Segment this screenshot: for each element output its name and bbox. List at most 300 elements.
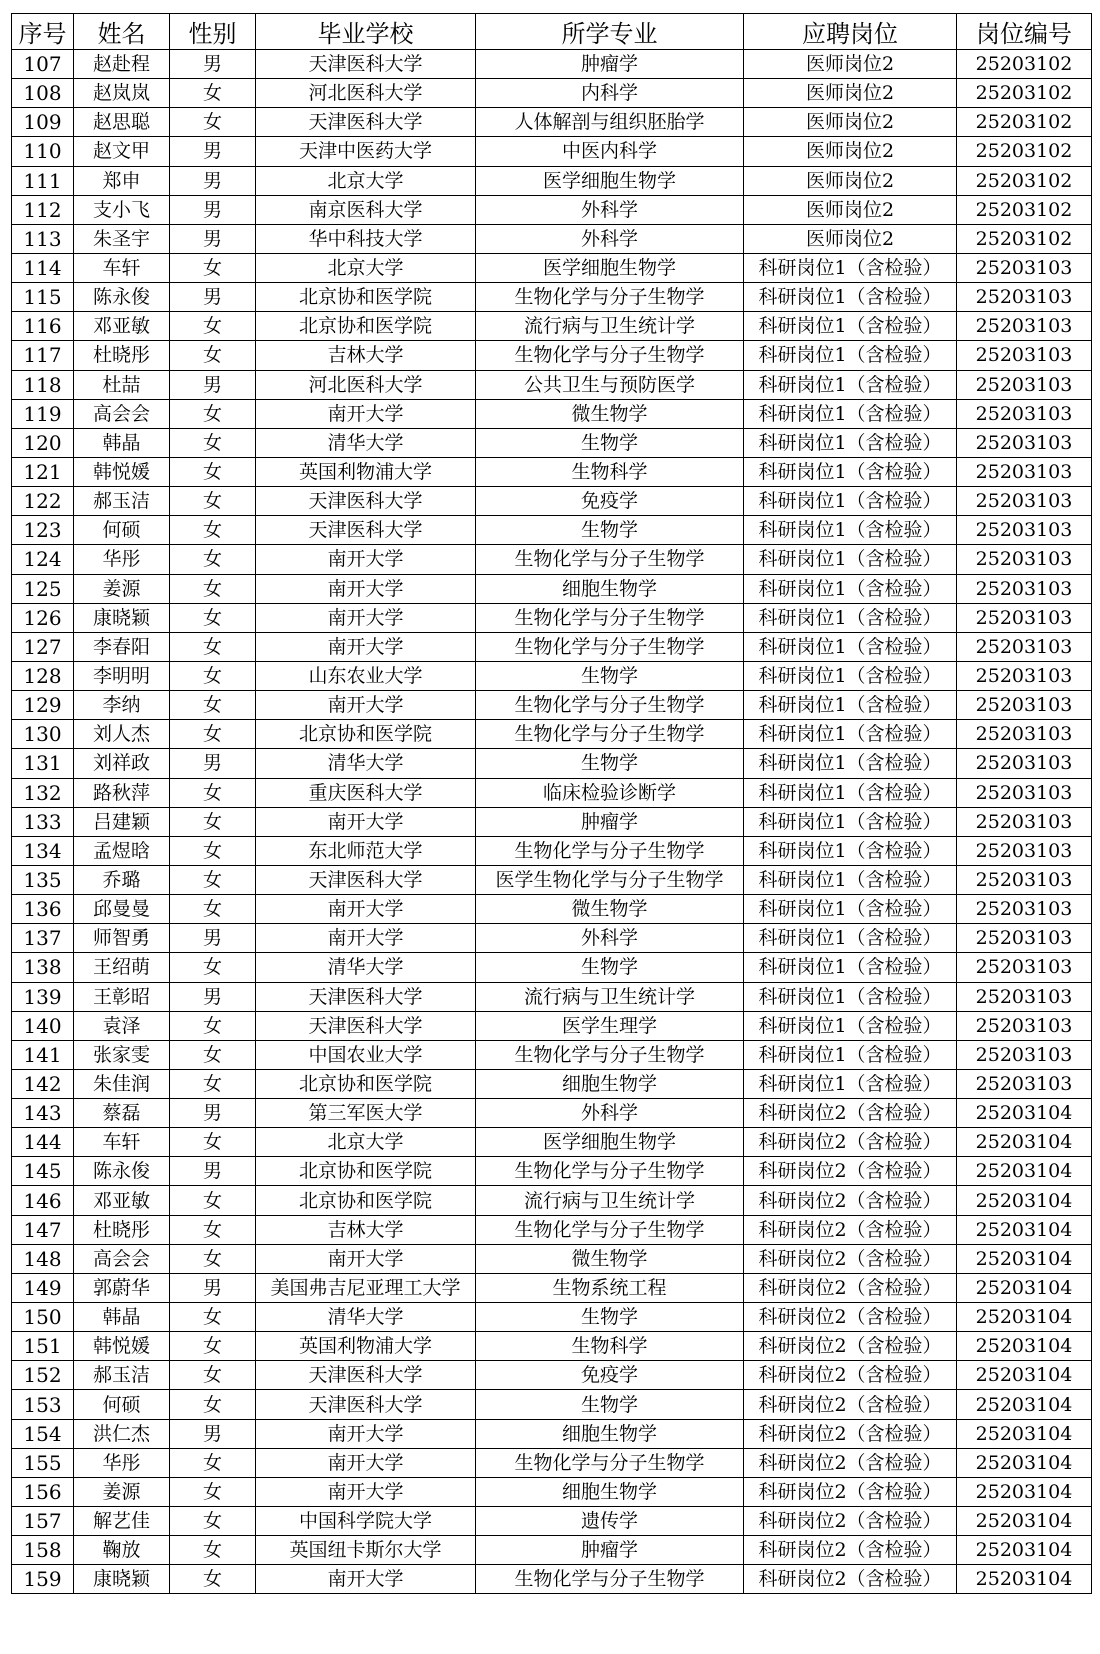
cell-index: 153 <box>12 1390 74 1419</box>
cell-name: 华彤 <box>74 1448 170 1477</box>
cell-gender: 女 <box>170 953 256 982</box>
cell-position: 科研岗位1（含检验） <box>744 778 957 807</box>
table-body <box>12 50 1092 1594</box>
cell-name: 支小飞 <box>74 195 170 224</box>
cell-major: 外科学 <box>476 195 744 224</box>
cell-position-code: 25203103 <box>957 1011 1092 1040</box>
cell-index: 151 <box>12 1332 74 1361</box>
cell-gender: 女 <box>170 1390 256 1419</box>
cell-position: 医师岗位2 <box>744 224 957 253</box>
cell-major: 生物学 <box>476 516 744 545</box>
cell-name: 吕建颖 <box>74 807 170 836</box>
cell-position: 医师岗位2 <box>744 108 957 137</box>
cell-major: 生物化学与分子生物学 <box>476 1040 744 1069</box>
cell-major: 公共卫生与预防医学 <box>476 370 744 399</box>
cell-gender: 女 <box>170 1361 256 1390</box>
cell-index: 114 <box>12 253 74 282</box>
cell-name: 华彤 <box>74 545 170 574</box>
cell-position-code: 25203103 <box>957 982 1092 1011</box>
table-row <box>12 982 1092 1011</box>
cell-position-code: 25203103 <box>957 720 1092 749</box>
cell-school: 北京协和医学院 <box>256 312 476 341</box>
cell-position-code: 25203103 <box>957 399 1092 428</box>
cell-position-code: 25203103 <box>957 283 1092 312</box>
cell-position-code: 25203103 <box>957 370 1092 399</box>
cell-major: 临床检验诊断学 <box>476 778 744 807</box>
cell-major: 肿瘤学 <box>476 50 744 79</box>
table-row <box>12 224 1092 253</box>
table-row <box>12 1565 1092 1594</box>
cell-index: 108 <box>12 79 74 108</box>
table-row <box>12 836 1092 865</box>
cell-gender: 女 <box>170 865 256 894</box>
cell-school: 东北师范大学 <box>256 836 476 865</box>
cell-position: 科研岗位2（含检验） <box>744 1448 957 1477</box>
cell-school: 清华大学 <box>256 953 476 982</box>
cell-major: 免疫学 <box>476 487 744 516</box>
cell-position: 科研岗位2（含检验） <box>744 1303 957 1332</box>
cell-name: 韩悦媛 <box>74 1332 170 1361</box>
cell-index: 111 <box>12 166 74 195</box>
cell-position: 科研岗位1（含检验） <box>744 253 957 282</box>
cell-name: 刘人杰 <box>74 720 170 749</box>
table-row <box>12 691 1092 720</box>
cell-gender: 女 <box>170 1244 256 1273</box>
cell-position: 医师岗位2 <box>744 137 957 166</box>
cell-school: 北京协和医学院 <box>256 720 476 749</box>
cell-gender: 女 <box>170 603 256 632</box>
cell-major: 生物化学与分子生物学 <box>476 836 744 865</box>
cell-position-code: 25203103 <box>957 691 1092 720</box>
cell-position-code: 25203103 <box>957 574 1092 603</box>
cell-gender: 男 <box>170 1157 256 1186</box>
cell-position-code: 25203103 <box>957 457 1092 486</box>
cell-gender: 女 <box>170 487 256 516</box>
cell-position-code: 25203104 <box>957 1477 1092 1506</box>
cell-index: 129 <box>12 691 74 720</box>
cell-name: 刘祥政 <box>74 749 170 778</box>
cell-gender: 男 <box>170 166 256 195</box>
cell-index: 126 <box>12 603 74 632</box>
table-row <box>12 953 1092 982</box>
cell-school: 英国纽卡斯尔大学 <box>256 1536 476 1565</box>
cell-position-code: 25203103 <box>957 516 1092 545</box>
cell-major: 生物化学与分子生物学 <box>476 632 744 661</box>
cell-position-code: 25203104 <box>957 1448 1092 1477</box>
cell-position: 科研岗位2（含检验） <box>744 1536 957 1565</box>
cell-major: 细胞生物学 <box>476 1477 744 1506</box>
cell-name: 洪仁杰 <box>74 1419 170 1448</box>
cell-index: 143 <box>12 1099 74 1128</box>
cell-name: 朱佳润 <box>74 1069 170 1098</box>
cell-position-code: 25203103 <box>957 953 1092 982</box>
table-row <box>12 1040 1092 1069</box>
table-row <box>12 895 1092 924</box>
cell-major: 医学生理学 <box>476 1011 744 1040</box>
cell-position: 科研岗位1（含检验） <box>744 982 957 1011</box>
cell-major: 外科学 <box>476 224 744 253</box>
cell-major: 外科学 <box>476 1099 744 1128</box>
table-row <box>12 1507 1092 1536</box>
cell-gender: 男 <box>170 982 256 1011</box>
table-row <box>12 487 1092 516</box>
cell-gender: 女 <box>170 428 256 457</box>
cell-position-code: 25203104 <box>957 1332 1092 1361</box>
cell-position: 科研岗位2（含检验） <box>744 1186 957 1215</box>
cell-school: 南开大学 <box>256 632 476 661</box>
cell-gender: 女 <box>170 574 256 603</box>
cell-major: 内科学 <box>476 79 744 108</box>
cell-position-code: 25203102 <box>957 195 1092 224</box>
cell-index: 148 <box>12 1244 74 1273</box>
cell-school: 南开大学 <box>256 545 476 574</box>
cell-school: 天津中医药大学 <box>256 137 476 166</box>
cell-name: 路秋萍 <box>74 778 170 807</box>
cell-school: 天津医科大学 <box>256 108 476 137</box>
cell-index: 107 <box>12 50 74 79</box>
cell-position: 科研岗位1（含检验） <box>744 1040 957 1069</box>
cell-position-code: 25203104 <box>957 1507 1092 1536</box>
cell-name: 解艺佳 <box>74 1507 170 1536</box>
cell-major: 微生物学 <box>476 399 744 428</box>
cell-major: 肿瘤学 <box>476 1536 744 1565</box>
table-row <box>12 1536 1092 1565</box>
cell-school: 南开大学 <box>256 691 476 720</box>
cell-position-code: 25203102 <box>957 79 1092 108</box>
cell-position-code: 25203104 <box>957 1273 1092 1302</box>
cell-position-code: 25203104 <box>957 1186 1092 1215</box>
cell-gender: 男 <box>170 924 256 953</box>
cell-position: 科研岗位1（含检验） <box>744 1011 957 1040</box>
cell-index: 140 <box>12 1011 74 1040</box>
cell-major: 生物学 <box>476 661 744 690</box>
cell-position-code: 25203104 <box>957 1303 1092 1332</box>
cell-index: 152 <box>12 1361 74 1390</box>
cell-school: 天津医科大学 <box>256 487 476 516</box>
cell-index: 136 <box>12 895 74 924</box>
cell-position-code: 25203104 <box>957 1215 1092 1244</box>
cell-gender: 女 <box>170 1448 256 1477</box>
cell-index: 131 <box>12 749 74 778</box>
cell-gender: 女 <box>170 79 256 108</box>
cell-major: 生物学 <box>476 1303 744 1332</box>
cell-name: 郝玉洁 <box>74 487 170 516</box>
cell-gender: 男 <box>170 1273 256 1302</box>
cell-gender: 女 <box>170 545 256 574</box>
cell-index: 115 <box>12 283 74 312</box>
table-row <box>12 545 1092 574</box>
table-row <box>12 1186 1092 1215</box>
cell-position: 科研岗位1（含检验） <box>744 953 957 982</box>
cell-position-code: 25203103 <box>957 807 1092 836</box>
cell-index: 137 <box>12 924 74 953</box>
cell-position-code: 25203102 <box>957 137 1092 166</box>
table-row <box>12 1332 1092 1361</box>
cell-major: 生物系统工程 <box>476 1273 744 1302</box>
cell-name: 朱圣宇 <box>74 224 170 253</box>
cell-school: 南开大学 <box>256 1448 476 1477</box>
cell-position-code: 25203104 <box>957 1419 1092 1448</box>
cell-position: 科研岗位2（含检验） <box>744 1099 957 1128</box>
table-row <box>12 312 1092 341</box>
cell-gender: 男 <box>170 195 256 224</box>
table-row <box>12 1215 1092 1244</box>
cell-position-code: 25203102 <box>957 224 1092 253</box>
cell-index: 118 <box>12 370 74 399</box>
cell-major: 医学细胞生物学 <box>476 253 744 282</box>
cell-name: 姜源 <box>74 574 170 603</box>
cell-gender: 女 <box>170 778 256 807</box>
header-gender: 性别 <box>170 14 256 50</box>
cell-major: 生物学 <box>476 953 744 982</box>
cell-name: 鞠放 <box>74 1536 170 1565</box>
cell-major: 微生物学 <box>476 895 744 924</box>
cell-gender: 男 <box>170 283 256 312</box>
cell-school: 北京协和医学院 <box>256 1157 476 1186</box>
table-row <box>12 574 1092 603</box>
cell-position-code: 25203104 <box>957 1157 1092 1186</box>
cell-name: 赵文甲 <box>74 137 170 166</box>
cell-gender: 男 <box>170 370 256 399</box>
cell-major: 生物化学与分子生物学 <box>476 1215 744 1244</box>
cell-major: 流行病与卫生统计学 <box>476 312 744 341</box>
cell-school: 华中科技大学 <box>256 224 476 253</box>
cell-school: 南开大学 <box>256 603 476 632</box>
cell-position-code: 25203103 <box>957 1040 1092 1069</box>
table-row <box>12 457 1092 486</box>
table-row <box>12 778 1092 807</box>
cell-position-code: 25203102 <box>957 50 1092 79</box>
cell-name: 陈永俊 <box>74 1157 170 1186</box>
cell-position-code: 25203104 <box>957 1361 1092 1390</box>
table-row <box>12 79 1092 108</box>
cell-major: 细胞生物学 <box>476 1419 744 1448</box>
cell-gender: 女 <box>170 1565 256 1594</box>
cell-school: 北京协和医学院 <box>256 1186 476 1215</box>
cell-gender: 男 <box>170 749 256 778</box>
cell-name: 杜晓彤 <box>74 1215 170 1244</box>
cell-gender: 男 <box>170 50 256 79</box>
cell-major: 免疫学 <box>476 1361 744 1390</box>
cell-school: 南开大学 <box>256 1244 476 1273</box>
cell-index: 155 <box>12 1448 74 1477</box>
applicant-table <box>11 13 1092 1594</box>
cell-school: 山东农业大学 <box>256 661 476 690</box>
header-row <box>12 14 1092 50</box>
cell-index: 147 <box>12 1215 74 1244</box>
table-row <box>12 1303 1092 1332</box>
cell-school: 北京协和医学院 <box>256 283 476 312</box>
cell-major: 医学生物化学与分子生物学 <box>476 865 744 894</box>
cell-position: 科研岗位1（含检验） <box>744 865 957 894</box>
cell-position: 科研岗位2（含检验） <box>744 1157 957 1186</box>
cell-index: 158 <box>12 1536 74 1565</box>
cell-index: 150 <box>12 1303 74 1332</box>
table-row <box>12 720 1092 749</box>
cell-gender: 女 <box>170 399 256 428</box>
cell-index: 116 <box>12 312 74 341</box>
cell-gender: 女 <box>170 691 256 720</box>
cell-name: 陈永俊 <box>74 283 170 312</box>
cell-gender: 女 <box>170 457 256 486</box>
cell-gender: 男 <box>170 1099 256 1128</box>
cell-name: 何硕 <box>74 516 170 545</box>
cell-gender: 女 <box>170 1507 256 1536</box>
cell-index: 142 <box>12 1069 74 1098</box>
cell-position: 科研岗位2（含检验） <box>744 1477 957 1506</box>
cell-position-code: 25203104 <box>957 1536 1092 1565</box>
cell-index: 125 <box>12 574 74 603</box>
cell-major: 生物科学 <box>476 457 744 486</box>
cell-school: 天津医科大学 <box>256 1361 476 1390</box>
cell-school: 南开大学 <box>256 924 476 953</box>
cell-gender: 女 <box>170 632 256 661</box>
cell-school: 天津医科大学 <box>256 516 476 545</box>
cell-major: 生物化学与分子生物学 <box>476 545 744 574</box>
cell-position: 科研岗位1（含检验） <box>744 720 957 749</box>
table-row <box>12 370 1092 399</box>
cell-position: 科研岗位2（含检验） <box>744 1244 957 1273</box>
cell-gender: 女 <box>170 1011 256 1040</box>
table-row <box>12 1477 1092 1506</box>
cell-school: 北京大学 <box>256 253 476 282</box>
cell-major: 中医内科学 <box>476 137 744 166</box>
cell-index: 133 <box>12 807 74 836</box>
table-row <box>12 749 1092 778</box>
cell-position: 科研岗位1（含检验） <box>744 312 957 341</box>
cell-school: 美国弗吉尼亚理工大学 <box>256 1273 476 1302</box>
cell-name: 何硕 <box>74 1390 170 1419</box>
cell-name: 邓亚敏 <box>74 1186 170 1215</box>
cell-position: 医师岗位2 <box>744 166 957 195</box>
cell-position: 科研岗位1（含检验） <box>744 1069 957 1098</box>
cell-position-code: 25203103 <box>957 632 1092 661</box>
cell-name: 乔璐 <box>74 865 170 894</box>
cell-index: 139 <box>12 982 74 1011</box>
table-row <box>12 661 1092 690</box>
cell-position-code: 25203102 <box>957 108 1092 137</box>
cell-gender: 女 <box>170 661 256 690</box>
cell-name: 李明明 <box>74 661 170 690</box>
cell-major: 遗传学 <box>476 1507 744 1536</box>
cell-position: 科研岗位1（含检验） <box>744 283 957 312</box>
cell-position: 科研岗位2（含检验） <box>744 1565 957 1594</box>
table-row <box>12 1157 1092 1186</box>
cell-major: 肿瘤学 <box>476 807 744 836</box>
cell-position-code: 25203103 <box>957 865 1092 894</box>
cell-major: 生物化学与分子生物学 <box>476 283 744 312</box>
cell-major: 医学细胞生物学 <box>476 166 744 195</box>
cell-major: 外科学 <box>476 924 744 953</box>
cell-gender: 女 <box>170 312 256 341</box>
cell-position: 科研岗位1（含检验） <box>744 691 957 720</box>
table-row <box>12 399 1092 428</box>
cell-school: 吉林大学 <box>256 341 476 370</box>
cell-position: 科研岗位2（含检验） <box>744 1215 957 1244</box>
cell-position: 科研岗位1（含检验） <box>744 836 957 865</box>
table-row <box>12 516 1092 545</box>
cell-school: 南开大学 <box>256 895 476 924</box>
cell-school: 南开大学 <box>256 1419 476 1448</box>
header-position-code: 岗位编号 <box>957 14 1092 50</box>
cell-gender: 女 <box>170 1303 256 1332</box>
table-row <box>12 1448 1092 1477</box>
table-row <box>12 807 1092 836</box>
cell-position-code: 25203103 <box>957 603 1092 632</box>
cell-gender: 女 <box>170 1332 256 1361</box>
cell-name: 康晓颖 <box>74 1565 170 1594</box>
cell-gender: 男 <box>170 224 256 253</box>
cell-school: 英国利物浦大学 <box>256 457 476 486</box>
cell-index: 128 <box>12 661 74 690</box>
cell-school: 清华大学 <box>256 1303 476 1332</box>
cell-gender: 男 <box>170 137 256 166</box>
cell-major: 流行病与卫生统计学 <box>476 1186 744 1215</box>
cell-position: 科研岗位1（含检验） <box>744 457 957 486</box>
cell-major: 细胞生物学 <box>476 1069 744 1098</box>
cell-name: 赵赴程 <box>74 50 170 79</box>
cell-position-code: 25203103 <box>957 253 1092 282</box>
cell-name: 车轩 <box>74 253 170 282</box>
table-row <box>12 50 1092 79</box>
cell-name: 王绍萌 <box>74 953 170 982</box>
table-row <box>12 1011 1092 1040</box>
cell-major: 生物学 <box>476 749 744 778</box>
cell-name: 姜源 <box>74 1477 170 1506</box>
cell-major: 生物化学与分子生物学 <box>476 691 744 720</box>
cell-position: 科研岗位1（含检验） <box>744 924 957 953</box>
table-row <box>12 195 1092 224</box>
cell-index: 119 <box>12 399 74 428</box>
cell-school: 北京大学 <box>256 1128 476 1157</box>
cell-major: 医学细胞生物学 <box>476 1128 744 1157</box>
cell-name: 韩晶 <box>74 1303 170 1332</box>
header-major: 所学专业 <box>476 14 744 50</box>
cell-position-code: 25203103 <box>957 545 1092 574</box>
cell-position: 科研岗位2（含检验） <box>744 1507 957 1536</box>
table-row <box>12 428 1092 457</box>
cell-position: 科研岗位1（含检验） <box>744 545 957 574</box>
cell-gender: 女 <box>170 516 256 545</box>
header-index: 序号 <box>12 14 74 50</box>
table-row <box>12 603 1092 632</box>
cell-major: 人体解剖与组织胚胎学 <box>476 108 744 137</box>
cell-name: 李纳 <box>74 691 170 720</box>
cell-name: 韩晶 <box>74 428 170 457</box>
cell-school: 天津医科大学 <box>256 865 476 894</box>
cell-position-code: 25203104 <box>957 1565 1092 1594</box>
cell-index: 120 <box>12 428 74 457</box>
cell-gender: 女 <box>170 1069 256 1098</box>
cell-index: 156 <box>12 1477 74 1506</box>
cell-major: 生物科学 <box>476 1332 744 1361</box>
table-row <box>12 1099 1092 1128</box>
cell-position: 科研岗位1（含检验） <box>744 370 957 399</box>
cell-position-code: 25203103 <box>957 312 1092 341</box>
cell-position: 科研岗位1（含检验） <box>744 749 957 778</box>
cell-position: 科研岗位2（含检验） <box>744 1390 957 1419</box>
cell-gender: 女 <box>170 1477 256 1506</box>
cell-index: 109 <box>12 108 74 137</box>
cell-position: 科研岗位1（含检验） <box>744 574 957 603</box>
cell-index: 110 <box>12 137 74 166</box>
cell-position-code: 25203103 <box>957 749 1092 778</box>
cell-index: 122 <box>12 487 74 516</box>
header-school: 毕业学校 <box>256 14 476 50</box>
cell-position-code: 25203103 <box>957 661 1092 690</box>
cell-position: 科研岗位1（含检验） <box>744 516 957 545</box>
cell-index: 135 <box>12 865 74 894</box>
